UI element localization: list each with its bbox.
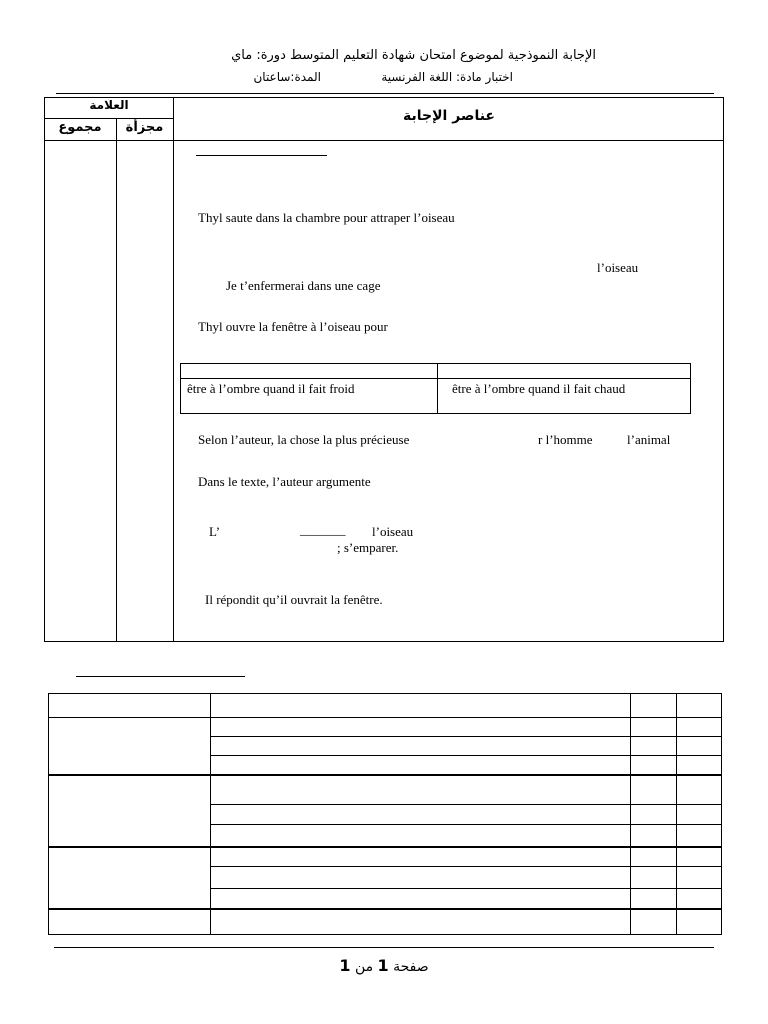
answer-5-mid: r l’homme <box>538 432 593 447</box>
answer-5-main: Selon l’auteur, la chose la plus précieuse <box>198 432 410 447</box>
answers-header: عناصر الإجابة <box>403 108 495 124</box>
header-rule <box>56 93 714 94</box>
marks-header: العلامة <box>89 98 129 112</box>
exam-duration: المدة:ساعتان <box>253 70 321 84</box>
footer-rule <box>54 947 714 948</box>
answer-7-right: l’oiseau <box>372 524 414 539</box>
answer-8: Il répondit qu’il ouvrait la fenêtre. <box>205 592 383 607</box>
partial-header: مجزأة <box>125 120 164 135</box>
page-label: صفحة <box>393 959 429 975</box>
answer-2-right: l’oiseau <box>597 260 639 275</box>
page-indicator <box>0 956 768 975</box>
answer-5-end: l’animal <box>627 432 671 447</box>
section-2-underline <box>76 676 245 677</box>
answer-4-cell-left: être à l’ombre quand il fait froid <box>187 381 355 396</box>
section-underline <box>196 155 327 156</box>
answer-1: Thyl saute dans la chambre pour attraper l’oiseau <box>198 210 455 225</box>
of-label: من <box>354 959 374 975</box>
answer-2-left: Je t’enfermerai dans une cage <box>226 278 381 293</box>
page-number: 1 <box>377 956 389 975</box>
page-total: 1 <box>339 956 351 975</box>
answer-7-line2: ; s’emparer. <box>337 540 399 555</box>
exam-subject: اختبار مادة: اللغة الفرنسية <box>381 70 513 84</box>
total-header: مجموع <box>58 120 102 135</box>
answer-7-blank: _______ <box>300 522 346 537</box>
answer-7-left: L’ <box>209 524 221 539</box>
assessment-grid <box>48 693 722 935</box>
answer-4-cell-right: être à l’ombre quand il fait chaud <box>452 381 626 396</box>
exam-title: الإجابة النموذجية لموضوع امتحان شهادة التعليم المتوسط دورة: ماي <box>231 48 596 63</box>
answer-6: Dans le texte, l’auteur argumente <box>198 474 371 489</box>
answer-3: Thyl ouvre la fenêtre à l’oiseau pour <box>198 319 388 334</box>
